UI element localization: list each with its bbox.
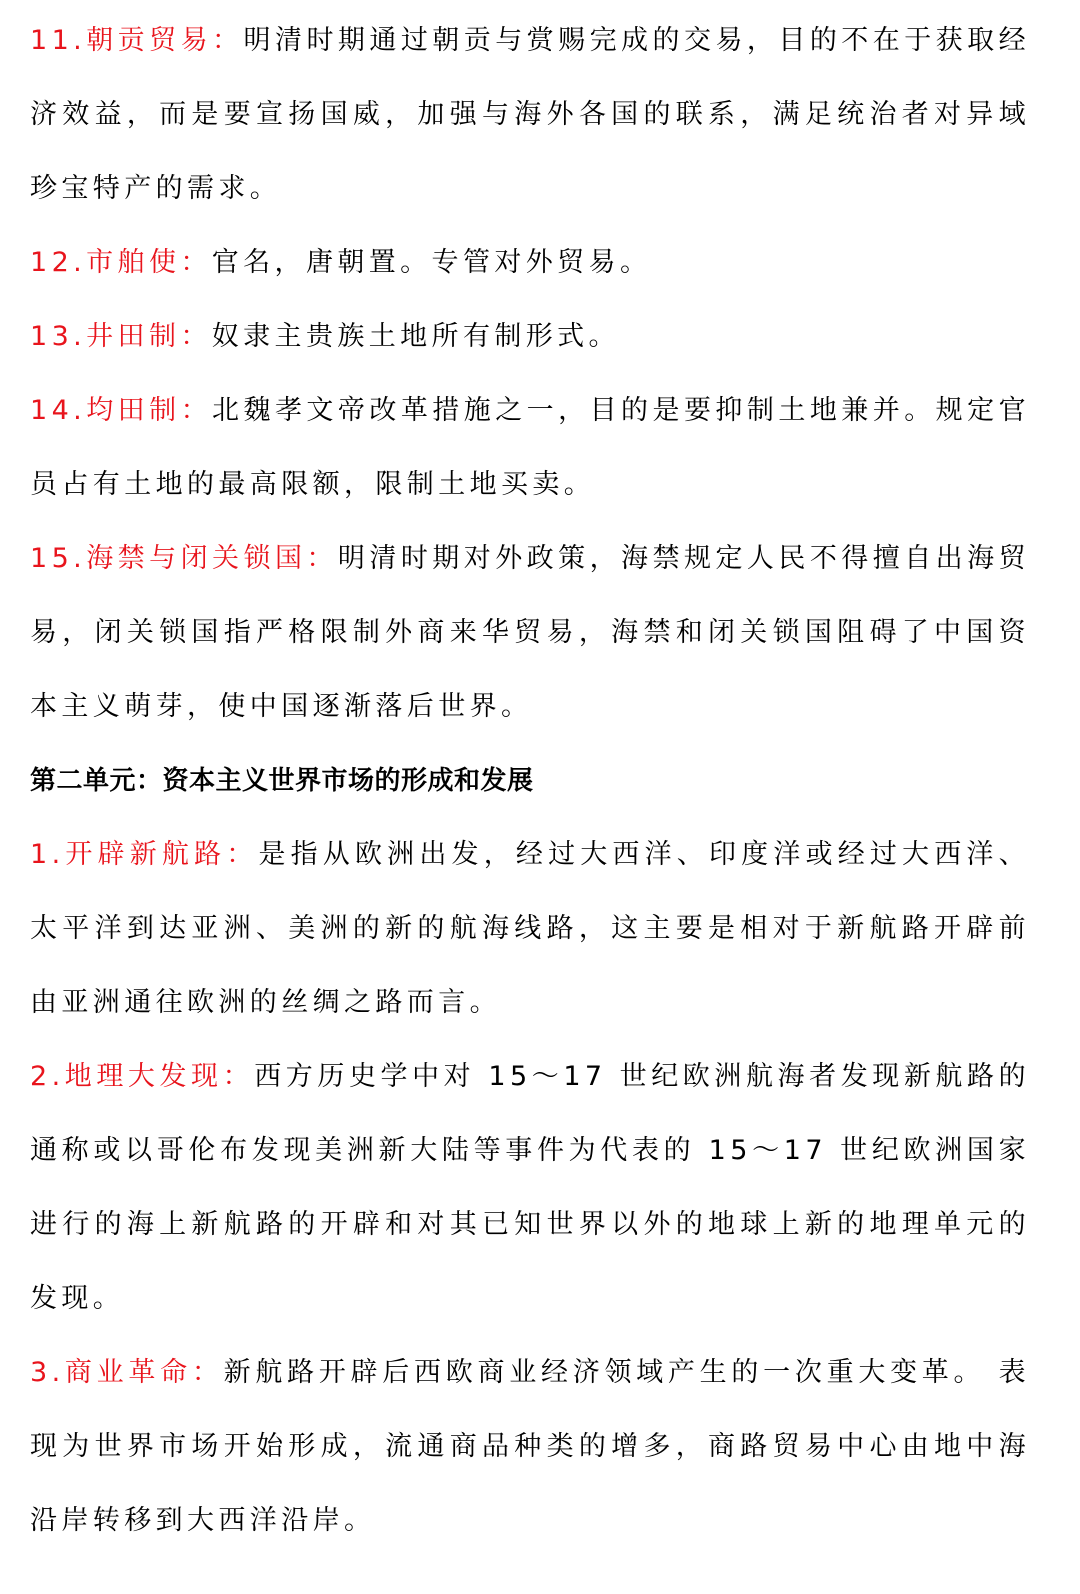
entry-commercial-revolution (30, 1336, 1030, 1558)
entry-tributary-trade (30, 4, 1030, 226)
entry-definition: 西方历史学中对 15～17 世纪欧洲航海者发现新航路的通称或以哥伦布发现美洲新大陆等事件为代表的 15～17 世纪欧洲国家进行的海上新航路的开辟和对其已知世界以外的地球上新的地理单元的发现。 (30, 1061, 1030, 1314)
entry-age-of-discovery (30, 1040, 1030, 1336)
entry-definition: 官名，唐朝置。专管对外贸易。 (211, 247, 652, 278)
entry-term: 3.商业革命： (30, 1357, 224, 1388)
entry-maritime-trade-commissioner (30, 226, 1030, 300)
entry-term: 11.朝贡贸易： (30, 25, 244, 56)
entry-term: 2.地理大发现： (30, 1061, 255, 1092)
entry-definition: 明清时期对外政策，海禁规定人民不得擅自出海贸易，闭关锁国指严格限制外商来华贸易，海禁和闭关锁国阻碍了中国资本主义萌芽，使中国逐渐落后世界。 (30, 543, 1030, 722)
entry-definition: 北魏孝文帝改革措施之一，目的是要抑制土地兼并。规定官员占有土地的最高限额，限制土地买卖。 (30, 395, 1030, 500)
entry-term: 12.市舶使： (30, 247, 212, 278)
entry-term: 15.海禁与闭关锁国： (30, 543, 338, 574)
entry-new-sea-routes (30, 818, 1030, 1040)
entry-equal-field-system (30, 374, 1030, 522)
entry-well-field-system (30, 300, 1030, 374)
entry-definition: 奴隶主贵族土地所有制形式。 (211, 321, 620, 352)
entry-term: 14.均田制： (30, 395, 213, 426)
entry-definition: 新航路开辟后西欧商业经济领域产生的一次重大变革。 表现为世界市场开始形成，流通商品种类的增多，商路贸易中心由地中海沿岸转移到大西洋沿岸。 (30, 1357, 1031, 1536)
entry-definition: 是指从欧洲出发，经过大西洋、印度洋或经过大西洋、太平洋到达亚洲、美洲的新的航海线路，这主要是相对于新航路开辟前由亚洲通往欧洲的丝绸之路而言。 (30, 839, 1030, 1018)
document-page (30, 4, 1030, 1558)
entry-term: 13.井田制： (30, 321, 212, 352)
entry-definition: 明清时期通过朝贡与赏赐完成的交易，目的不在于获取经济效益，而是要宣扬国威，加强与海外各国的联系，满足统治者对异域珍宝特产的需求。 (30, 25, 1031, 204)
entry-term: 1.开辟新航路： (30, 839, 259, 870)
section-heading: 第二单元：资本主义世界市场的形成和发展 (30, 766, 534, 796)
entry-sea-ban-closed-door (30, 522, 1030, 744)
